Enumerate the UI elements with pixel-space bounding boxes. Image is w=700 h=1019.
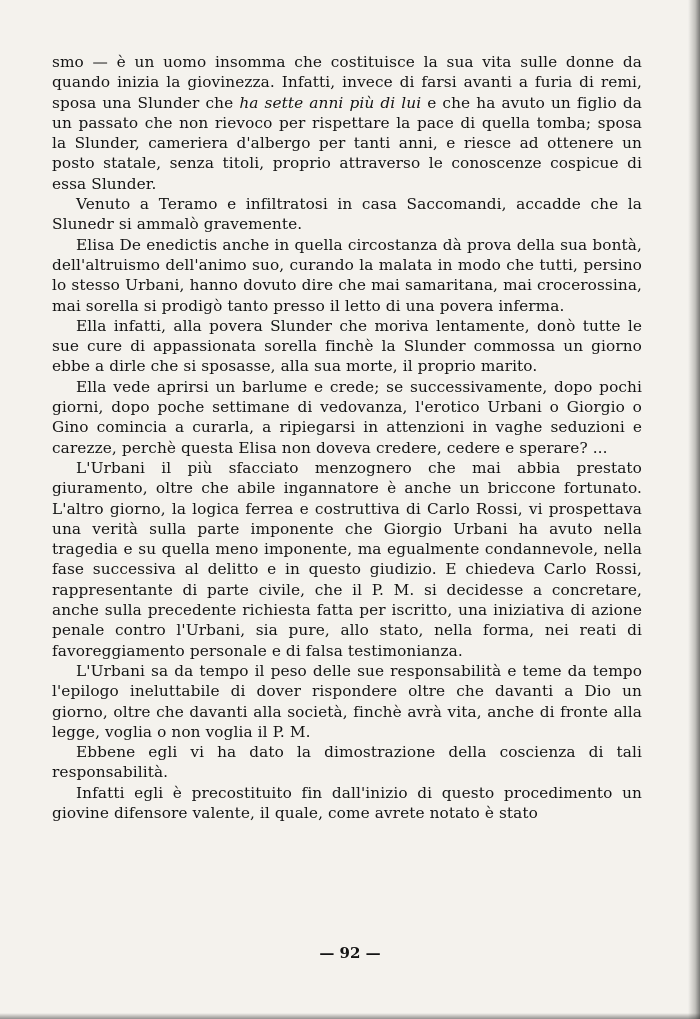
paragraph-2: Venuto a Teramo e infiltratosi in casa Saccomandi, accadde che la Slunedr si ammalò gravemente. bbox=[52, 195, 642, 234]
paragraph-1-line-7: le conoscenze cospicue di essa Slunder. bbox=[52, 154, 642, 193]
paragraph-1-line-4: un figlio da un passato che non rievoco per rispettare la pace di bbox=[52, 93, 642, 132]
paragraph-1-line-2: quando inizia la giovinezza. Infatti, invece di farsi avanti a furia di bbox=[52, 73, 595, 92]
paragraph-1 bbox=[52, 52, 642, 194]
paragraph-9: Infatti egli è precostituito fin dall'inizio di questo procedimento un giovine difensore valente, il quale, come avrete notato è stato bbox=[52, 783, 642, 822]
page-edge-shadow bbox=[688, 0, 700, 1019]
paragraph-6: L'Urbani il più sfacciato menzognero che mai abbia prestato giuramento, oltre che abile ingannatore è anche un briccone fortunato. L'altro giorno, la logica ferrea e costruttiva di Carlo Rossi, vi prospettava una verità sulla parte imponente che Giorgio Urbani ha avuto nella tragedia e su quella meno imponente, ma egualmente condannevole, nella fase successiva al delitto e in questo giudizio. E chiedeva Carlo Rossi, rappresentante di parte civile, che il P. M. si decidesse a concretare, anche sulla precedente richiesta fatta per iscritto, una iniziativa di azione penale contro l'Urbani, sia pure, allo stato, nella forma, nei reati di favoreggiamento personale e di falsa testimonianza. bbox=[52, 458, 642, 660]
body-text bbox=[52, 52, 642, 823]
paragraph-7: L'Urbani sa da tempo il peso delle sue responsabilità e teme da tempo l'epilogo ineluttabile di dover rispondere oltre che davanti a Dio un giorno, oltre che davanti alla società, finchè avrà vita, anche di fronte alla legge, voglia o non voglia il P. M. bbox=[52, 661, 642, 741]
paragraph-1-line-3a: remi, sposa una Slunder che bbox=[52, 73, 643, 112]
page-bottom-shadow bbox=[0, 1013, 700, 1019]
paragraph-1-line-3b: e che ha avuto bbox=[421, 93, 545, 112]
paragraph-4: Ella infatti, alla povera Slunder che moriva lentamente, donò tutte le sue cure di appassionata sorella finchè la Slunder commossa un giorno ebbe a dirle che si sposasse, alla sua morte, il proprio marito. bbox=[52, 316, 642, 376]
page-number: — 92 — bbox=[319, 944, 381, 962]
paragraph-1-italic: ha sette anni più di lui bbox=[239, 93, 422, 112]
paragraph-1-line-1: smo — è un uomo insomma che costituisce la sua vita sulle donne da bbox=[52, 53, 642, 71]
paragraph-5: Ella vede aprirsi un barlume e crede; se successivamente, dopo pochi giorni, dopo poche settimane di vedovanza, l'erotico Urbani o Giorgio o Gino comincia a curarla, a ripiegarsi in attenzioni in vaghe seduzioni e carezze, perchè questa Elisa non doveva credere, cedere e sperare? ... bbox=[52, 377, 642, 457]
paragraph-3: Elisa De enedictis anche in quella circostanza dà prova della sua bontà, dell'altruismo dell'animo suo, curando la malata in modo che tutti, persino lo stesso Urbani, hanno dovuto dire che mai samaritana, mai crocerossina, mai sorella si prodigò tanto presso il letto di una povera inferma. bbox=[52, 235, 642, 315]
paragraph-1-line-5: quella tomba; sposa la Slunder, cameriera d'albergo per tanti anni, bbox=[52, 113, 642, 153]
paragraph-8: Ebbene egli vi ha dato la dimostrazione della coscienza di tali responsabilità. bbox=[52, 743, 642, 782]
paragraph-1-line-6: e riesce ad ottenere un posto statale, senza titoli, proprio attraverso bbox=[52, 134, 642, 173]
